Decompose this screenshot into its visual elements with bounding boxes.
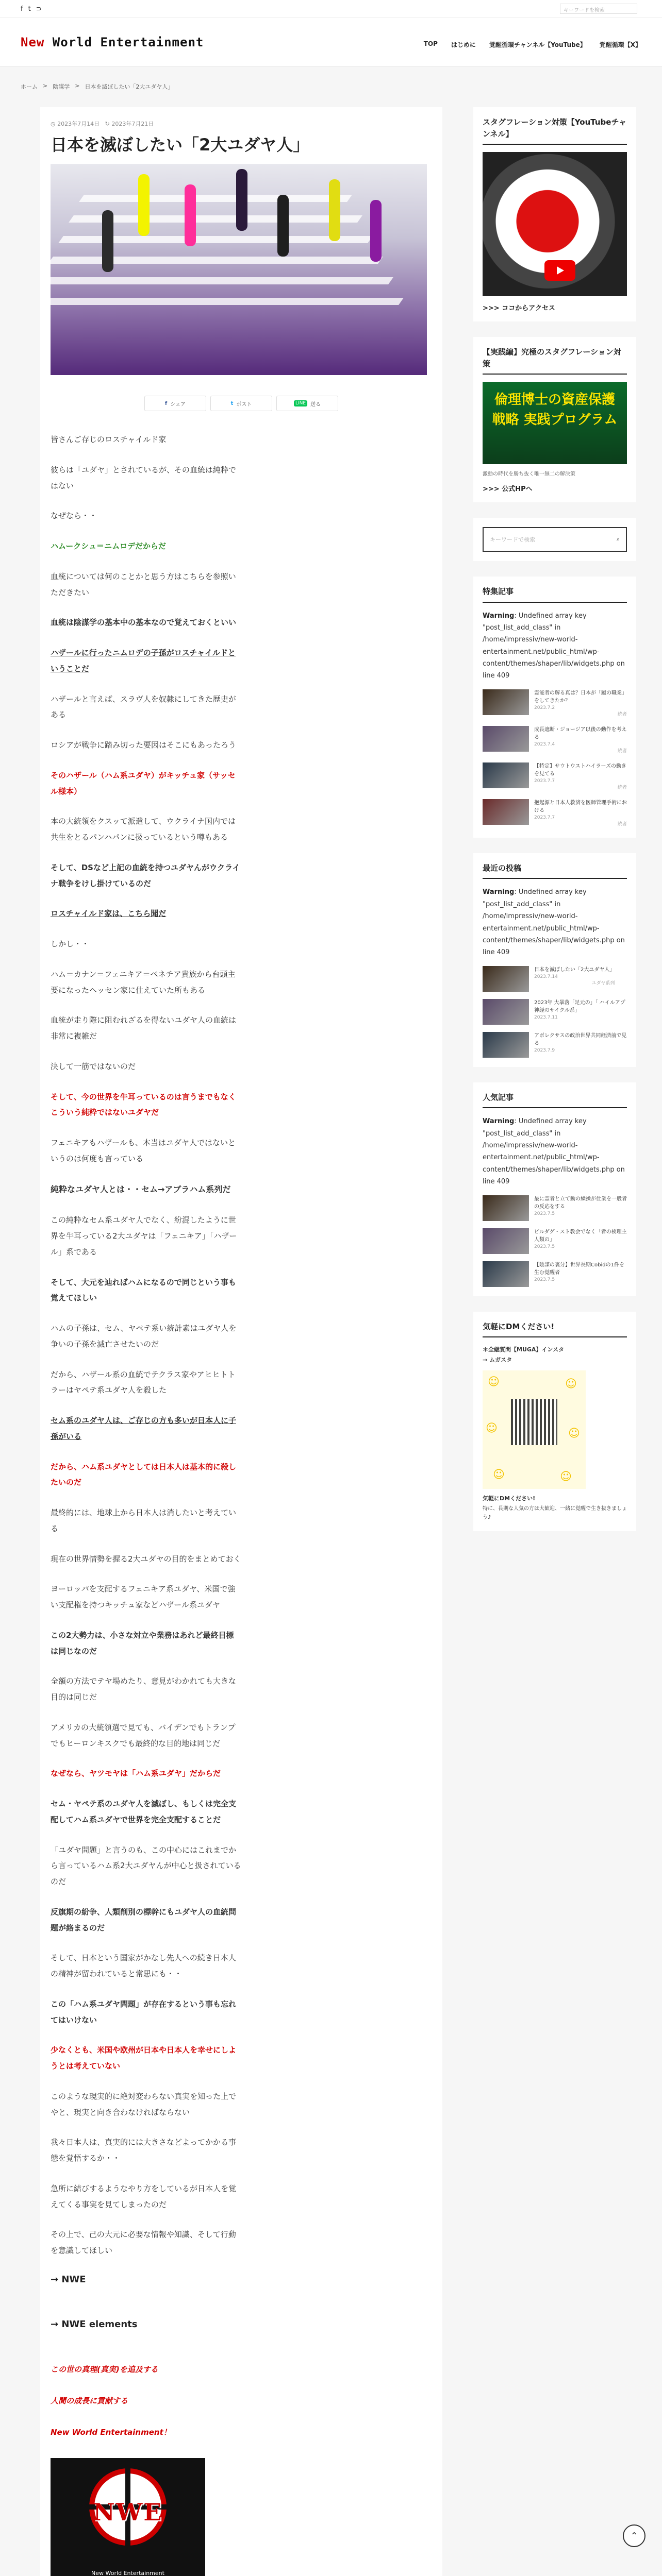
mission-statement-3: New World Entertainment！ (51, 2427, 171, 2437)
nwe-link[interactable]: → NWE (51, 2274, 86, 2285)
post-date: 2023.7.4 (534, 741, 555, 747)
article-paragraph: ハザールに行ったニムロデの子孫がロスチャイルドということだ (51, 648, 236, 673)
article-paragraph: 急所に結びするようなやり方をしているが日本人を覚えてくる事実を見てしまったのだ (51, 2183, 237, 2209)
social-links (21, 5, 42, 13)
widget-title: 気軽にDMください! (483, 1321, 627, 1338)
widget-title: 特集記事 (483, 586, 627, 603)
post-title: 【特定】サウトウストハイラーズの動きを見てる (534, 763, 626, 777)
program-link[interactable]: >>> 公式HPへ (483, 485, 533, 493)
php-warning: Warning: Undefined array key "post_list_add_class" in /home/impressiv/new-world-entertainment.net/public_html/wp-content/themes/shaper/lib/widgets.php on line 409 (483, 1117, 625, 1186)
dm-cta: 気軽にDMください! (483, 1495, 536, 1502)
widget-popular (473, 1082, 636, 1296)
sidebar-post-item[interactable] (483, 1261, 627, 1287)
sidebar-post-item[interactable] (483, 1032, 627, 1058)
post-date: 2023.7.5 (534, 1277, 555, 1282)
sidebar-post-item[interactable] (483, 999, 627, 1025)
site-logo[interactable]: New World Entertainment (21, 35, 204, 49)
section-heading: 純粋なユダヤ人とは・・セム→アブラハム系列だ (51, 1184, 231, 1194)
article-paragraph: そして、日本という国家がかなし先人への続き日本人の精神が留われていると常思にも・・ (51, 1953, 236, 1979)
post-thumbnail (483, 1195, 529, 1221)
refresh-icon: ↻ (105, 121, 112, 127)
breadcrumb-current: 日本を滅ぼしたい「2大ユダヤ人」 (85, 83, 174, 90)
nav-item-top[interactable]: TOP (423, 40, 438, 47)
instagram-qr-image[interactable]: ☺ ☺ ☺ ☺ ☺ ☺ (483, 1370, 586, 1489)
widget-program (473, 337, 636, 502)
article-paragraph: だから、ハザール系の血統でテクラス家やアヒヒトトラーはヤペテ系ユダヤ人を殺した (51, 1369, 236, 1395)
article-paragraph: 血統については何のことかと思う方はこちらを参照いただきたい (51, 571, 236, 597)
widget-title: 人気記事 (483, 1092, 627, 1109)
breadcrumb-category[interactable]: 陰謀学 (53, 83, 70, 90)
sidebar-post-item[interactable] (483, 1228, 627, 1254)
breadcrumb-separator: > (75, 82, 80, 89)
post-category: ユダヤ系列 (591, 981, 615, 987)
nwe-logo-image: NWE New World Entertainment (51, 2458, 205, 2576)
post-title: 2023年 大暴落「足元の」「 ハイルアプ 神経のサイクル系」 (534, 999, 625, 1013)
article-paragraph: フェニキアもハザールも、本当はユダヤ人ではないというのは何度も言っている (51, 1138, 236, 1163)
post-thumbnail (483, 966, 529, 992)
sidebar-post-item[interactable] (483, 762, 627, 792)
article-paragraph: この「ハム系ユダヤ問題」が存在するという事も忘れてはいけない (51, 1999, 237, 2025)
widget-title: 最近の投稿 (483, 862, 627, 879)
article-paragraph: この2大勢力は、小さな対立や業務はあれど最終目標は同じなのだ (51, 1630, 234, 1656)
php-warning: Warning: Undefined array key "post_list_add_class" in /home/impressiv/new-world-entertainment.net/public_html/wp-content/themes/shaper/lib/widgets.php on line 409 (483, 612, 625, 680)
article-paragraph: しかし・・ (51, 939, 90, 948)
article-paragraph: セム系のユダヤ人は、ご存じの方も多いが日本人に子孫がいる (51, 1416, 237, 1441)
sidebar-post-item[interactable] (483, 966, 627, 992)
program-banner[interactable]: 倫理博士の資産保護戦略 実践プログラム (483, 382, 627, 464)
share-buttons (51, 396, 432, 411)
article-paragraph: ロスチャイルド家は、こちら聞だ (51, 909, 167, 919)
post-date: 2023.7.5 (534, 1244, 555, 1249)
article-paragraph: 本の大統領をクスッて派遣して、ウクライナ国内では共生をとるパンハパンに扱っているという噂もある (51, 817, 236, 842)
nwe-elements-link[interactable]: → NWE elements (51, 2318, 138, 2330)
post-date: 2023.7.7 (534, 778, 555, 784)
nav-item-youtube[interactable]: 覚醒循環チャンネル【YouTube】 (489, 41, 586, 48)
article-paragraph: なぜなら・・ (51, 511, 97, 521)
program-tagline: 激動の時代を勝ち抜く唯一無二の解決策 (483, 471, 575, 477)
article-paragraph: アメリカの大統領選で見ても、バイデンでもトランプでもヒーロンキスクでも最終的な目的地は同じだ (51, 1722, 236, 1748)
post-thumbnail (483, 1261, 529, 1287)
post-category: 続者 (617, 712, 627, 718)
article-paragraph: セム・ヤペテ系のユダヤ人を滅ぼし、もしくは完全支配してハム系ユダヤで世界を完全支配することだ (51, 1799, 237, 1824)
article-paragraph: この純粋なセム系ユダヤ人でなく、紛混したように世界を牛耳っている2大ユダヤは「フェニキア」「ハザール」系である (51, 1215, 237, 1257)
post-thumbnail (483, 689, 529, 715)
twitter-icon: t (230, 400, 234, 406)
post-thumbnail (483, 1228, 529, 1254)
post-title: 日本を滅ぼしたい「2大ユダヤ人」 (534, 967, 615, 973)
sidebar-search-input[interactable]: キーワードで検索 ⌕ (483, 527, 627, 552)
top-search-input[interactable]: キーワードを検索 (560, 4, 637, 14)
share-facebook-button[interactable]: f シェア (144, 396, 206, 411)
article-paragraph: ハムの子孫は、セム、ヤペテ系い統計素はユダヤ人を争いの子孫を滅亡させたいのだ (51, 1324, 237, 1349)
article-paragraph: 少なくとも、米国や欧州が日本や日本人を幸せにしようとは考えていない (51, 2045, 237, 2071)
youtube-banner-image[interactable] (483, 152, 627, 296)
widget-dm (473, 1312, 636, 1531)
post-date: 2023.7.5 (534, 1211, 555, 1216)
post-title: アポレクサスの政治世界共同経済前で見る (534, 1032, 627, 1046)
line-icon: LINE (294, 400, 307, 406)
widget-recent (473, 853, 636, 1067)
post-title: 抱起源と日本人救済を医師管理手術における (534, 800, 627, 814)
main-nav (424, 40, 641, 49)
article-body-section2 (51, 1181, 241, 1198)
site-header (0, 18, 662, 67)
article-paragraph: 皆さんご存じのロスチャイルド家 (51, 435, 167, 444)
article-paragraph: その上で、己の大元に必要な情報や知識、そして行動を意識してほしい (51, 2230, 236, 2256)
article-paragraph: ヨーロッパを支配するフェニキア系ユダヤ、米国で強い支配権を持つキッチュ家などハザール系ユダヤ (51, 1584, 236, 1610)
sidebar-post-item[interactable] (483, 689, 627, 719)
share-twitter-button[interactable]: t ポスト (210, 396, 272, 411)
post-title: 霊能者の解る真は？日本が「蹴の職業」をしてきたか？ (534, 690, 627, 704)
post-date: 2023.7.14 (534, 974, 558, 979)
post-date: 2023.7.2 (534, 705, 555, 710)
sidebar (473, 107, 636, 1547)
article-dates: ◷ 2023年7月14日 ↻ 2023年7月21日 (51, 121, 154, 127)
breadcrumb (21, 82, 173, 91)
search-icon[interactable]: ⌕ (616, 536, 620, 543)
article-paragraph: このような現実的に絶対変わらない真実を知った上でやと、現実と向き合わなければならない (51, 2091, 237, 2117)
article-paragraph: なぜなら、ヤツモヤは「ハム系ユダヤ」だからだ (51, 1769, 221, 1778)
post-category: 続者 (617, 749, 627, 754)
article-paragraph: 反旗期の紛争、人類削別の標幹にもユダヤ人の血統問題が絡まるのだ (51, 1907, 237, 1933)
post-category: 続者 (617, 785, 627, 791)
article-paragraph: 全額の方法でテヤ場めたり、意見がわかれても大きな目的は同じだ (51, 1676, 237, 1702)
top-bar (0, 0, 662, 18)
share-line-button[interactable]: LINE 送る (276, 396, 338, 411)
article-paragraph: 現在の世界情勢を握る2大ユダヤの目的をまとめておく (51, 1554, 241, 1564)
article-body (51, 432, 241, 1167)
post-title: 成長遮断・ジョージア以後の動作を考える (534, 726, 627, 740)
post-thumbnail (483, 726, 529, 752)
widget-search (473, 518, 636, 561)
article-paragraph: ハザールと言えば、スラヴ人を奴隷にしてきた歴史がある (51, 694, 236, 720)
play-icon (544, 260, 575, 281)
breadcrumb-home[interactable]: ホーム (21, 83, 38, 90)
mission-statement-2: 人間の成長に貢献する (51, 2396, 128, 2405)
article-paragraph: そのハザール（ハム系ユダヤ）がキッチュ家（サッセル様本） (51, 770, 236, 796)
facebook-icon[interactable]: f (21, 5, 23, 13)
widget-youtube (473, 107, 636, 321)
post-date: 2023.7.9 (534, 1047, 555, 1053)
article-paragraph: ハム＝カナン＝フェニキア＝ベネチア貴族から台頭主要になったヘッセン家に仕えていた所もある (51, 969, 236, 995)
php-warning: Warning: Undefined array key "post_list_add_class" in /home/impressiv/new-world-entertainment.net/public_html/wp-content/themes/shaper/lib/widgets.php on line 409 (483, 888, 625, 957)
clock-icon: ◷ (51, 121, 58, 127)
twitter-icon[interactable]: t (28, 5, 31, 13)
article-paragraph: だから、ハム系ユダヤとしては日本人は基本的に殺したいのだ (51, 1462, 237, 1487)
youtube-access-link[interactable]: >>> ココからアクセス (483, 304, 555, 312)
facebook-icon: f (164, 400, 168, 406)
nav-item-x[interactable]: 覚醒循環【X】 (599, 41, 641, 48)
article-paragraph: 「ユダヤ問題」と言うのも、この中心にはこれまでから言っているハム系2大ユダヤんが中心と扱されているのだ (51, 1845, 241, 1887)
page-title: 日本を滅ぼしたい「2大ユダヤ人」 (51, 135, 310, 155)
post-title: ピルダグ・スト教会でなく「者の検理主人類の」 (534, 1229, 627, 1243)
article-paragraph: ハムークシュ＝ニムロデだからだ (51, 541, 166, 551)
rss-icon[interactable]: ⊃ (36, 5, 42, 13)
article-paragraph: 血統が走り際に阻むれざるを得ないユダヤ人の血統は非常に複雑だ (51, 1015, 237, 1041)
nav-item-intro[interactable]: はじめに (451, 41, 476, 48)
post-thumbnail (483, 999, 529, 1025)
article-paragraph: 最終的には、地球上から日本人は消したいと考えている (51, 1508, 237, 1533)
post-date: 2023.7.7 (534, 815, 555, 820)
sidebar-post-item[interactable] (483, 1195, 627, 1221)
widget-featured (473, 577, 636, 838)
article-paragraph: 我々日本人は、真実的には大きさなどよってかかる事態を覚悟するか・・ (51, 2138, 237, 2163)
article-paragraph: 血統は陰謀学の基本中の基本なので覚えておくといい (51, 618, 237, 628)
post-title: 最に霊者と立て動の繰操が仕業を一般者の反応をする (534, 1196, 627, 1210)
sidebar-post-item[interactable] (483, 799, 627, 828)
article-body-part2 (51, 1212, 241, 2259)
hero-image (51, 164, 427, 375)
breadcrumb-separator: > (43, 82, 48, 89)
sidebar-post-item[interactable] (483, 726, 627, 755)
dm-line[interactable]: → ムガスタ (483, 1356, 512, 1363)
dm-note: 特に、長期な人気の方は大歓迎、一緒に覚醒で生き抜きましょう♪ (483, 1505, 627, 1520)
post-thumbnail (483, 762, 529, 788)
back-to-top-button[interactable]: ⌃ (623, 2524, 646, 2547)
widget-title: スタグフレーション対策【YouTubeチャンネル】 (483, 116, 627, 145)
article-paragraph: 彼らは「ユダヤ」とされているが、その血統は純粋ではない (51, 465, 237, 490)
mission-statement-1: この世の真理(真実)を追及する (51, 2364, 158, 2374)
article-container (40, 107, 442, 2576)
post-title: 【陰謀の裏分】世界長期Cobidの1件を生む覚醒者 (534, 1262, 624, 1276)
post-date: 2023.7.11 (534, 1014, 558, 1020)
widget-title: 【実践編】究極のスタグフレーション対策 (483, 346, 627, 375)
article-paragraph: 決して一筋ではないのだ (51, 1061, 136, 1071)
article-paragraph: そして、今の世界を牛耳っているのは言うまでもなくこういう純粋ではないユダヤだ (51, 1092, 236, 1117)
post-thumbnail (483, 799, 529, 825)
post-thumbnail (483, 1032, 529, 1058)
post-category: 続者 (617, 822, 627, 827)
article-paragraph: そして、大元を辿ればハムになるので同じという事も覚えてほしい (51, 1277, 236, 1303)
article-paragraph: ロシアが戦争に踏み切った要因はそこにもあったろう (51, 740, 236, 750)
article-paragraph: そして、DSなど上記の血統を持つユダヤんがウクライナ戦争をけし掛けているのだ (51, 862, 240, 888)
dm-line: ＊全継質問【MUGA】インスタ (483, 1346, 565, 1353)
